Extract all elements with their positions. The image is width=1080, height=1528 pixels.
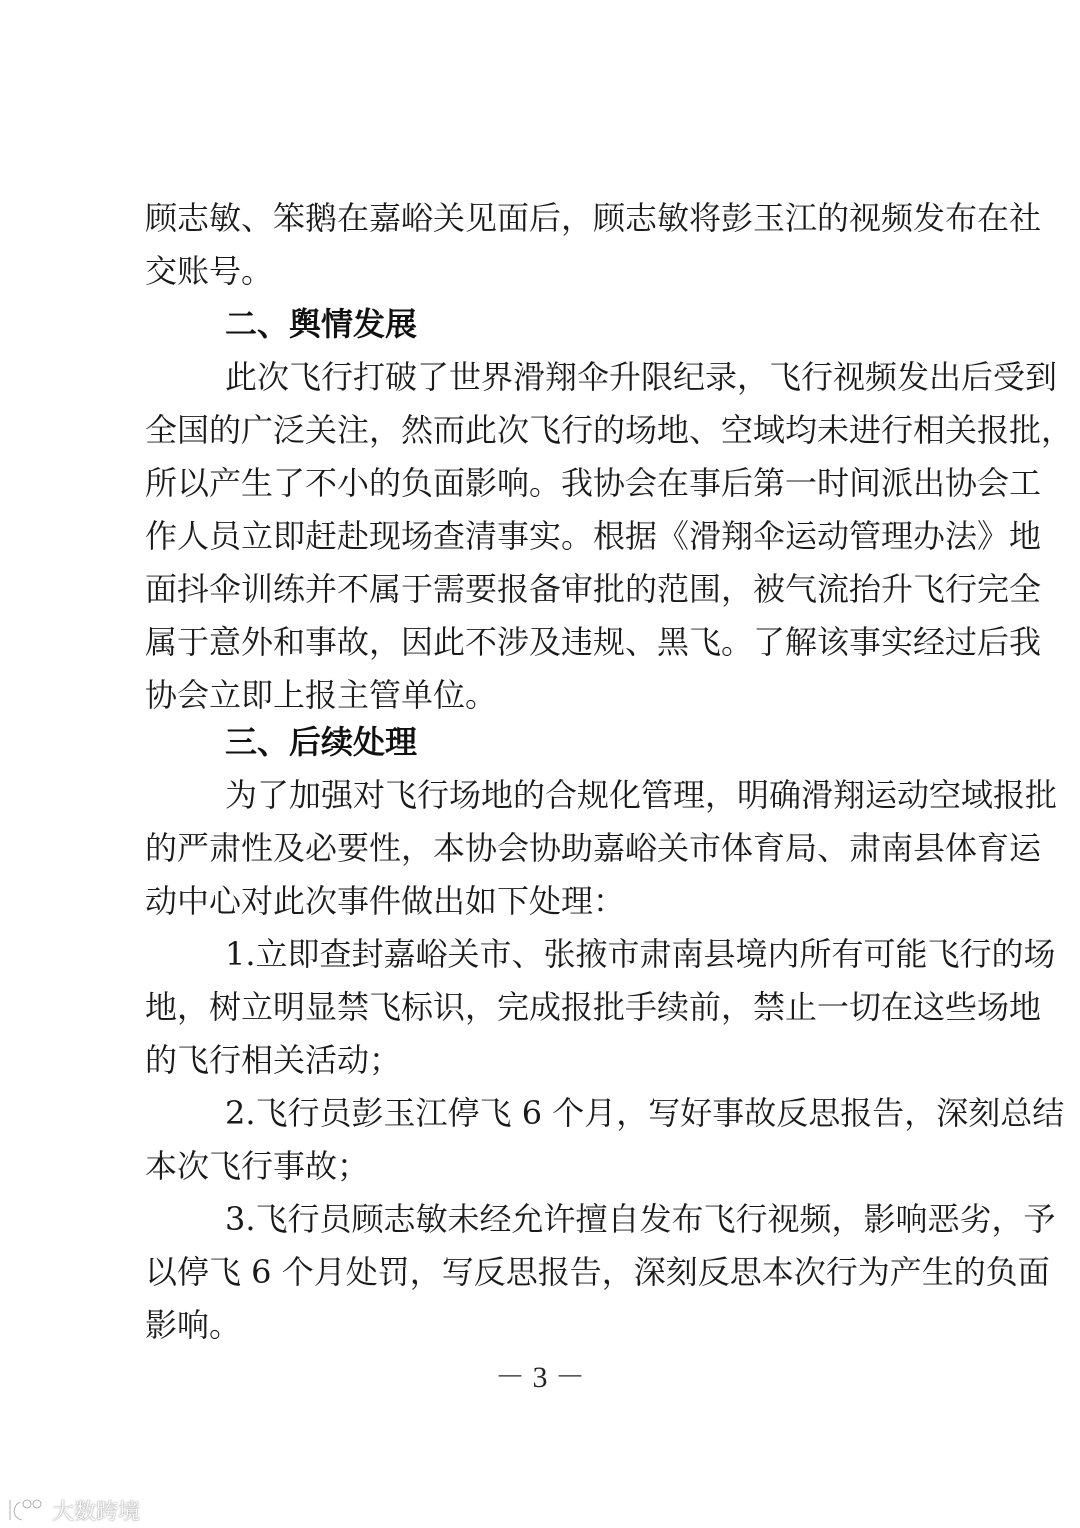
paragraph-line: 的严肃性及必要性，本协会协助嘉峪关市体育局、肃南县体育运 (145, 829, 1042, 867)
section-heading-public-opinion: 二、舆情发展 (225, 305, 418, 343)
paragraph-line: 全国的广泛关注，然而此次飞行的场地、空域均未进行相关报批， (145, 411, 1074, 449)
paragraph-line: 协会立即上报主管单位。 (145, 676, 498, 714)
paragraph-line: 作人员立即赶赴现场查清事实。根据《滑翔伞运动管理办法》地 (145, 517, 1042, 555)
list-item-line: 以停飞 6 个月处罚，写反思报告，深刻反思本次行为产生的负面 (145, 1253, 1050, 1291)
list-item-line: 1.立即查封嘉峪关市、张掖市肃南县境内所有可能飞行的场 (225, 935, 1056, 973)
list-item-line: 地，树立明显禁飞标识，完成报批手续前，禁止一切在这些场地 (145, 988, 1042, 1026)
list-item-line: 2.飞行员彭玉江停飞 6 个月，写好事故反思报告，深刻总结 (225, 1094, 1065, 1132)
paragraph-line: 面抖伞训练并不属于需要报备审批的范围，被气流抬升飞行完全 (145, 570, 1042, 608)
list-item-line: 的飞行相关活动； (145, 1041, 402, 1079)
section-heading-follow-up: 三、后续处理 (225, 723, 418, 761)
watermark-text: 大数跨境 (52, 1499, 141, 1525)
paragraph-line: 顾志敏、笨鹅在嘉峪关见面后，顾志敏将彭玉江的视频发布在社 (145, 199, 1042, 237)
list-item-line: 影响。 (145, 1306, 242, 1344)
page-number: － 3 － (495, 1361, 585, 1394)
list-item-line: 3.飞行员顾志敏未经允许擅自发布飞行视频，影响恶劣，予 (225, 1200, 1056, 1238)
watermark (6, 1493, 140, 1527)
kedou-logo-icon (6, 1496, 46, 1524)
paragraph-line: 此次飞行打破了世界滑翔伞升限纪录，飞行视频发出后受到 (225, 358, 1058, 396)
paragraph-line: 所以产生了不小的负面影响。我协会在事后第一时间派出协会工 (145, 464, 1042, 502)
paragraph-line: 属于意外和事故，因此不涉及违规、黑飞。了解该事实经过后我 (145, 623, 1042, 661)
paragraph-line: 交账号。 (145, 252, 274, 290)
paragraph-line: 为了加强对飞行场地的合规化管理，明确滑翔运动空域报批 (225, 776, 1058, 814)
list-item-line: 本次飞行事故； (145, 1147, 370, 1185)
paragraph-line: 动中心对此次事件做出如下处理： (145, 882, 626, 920)
